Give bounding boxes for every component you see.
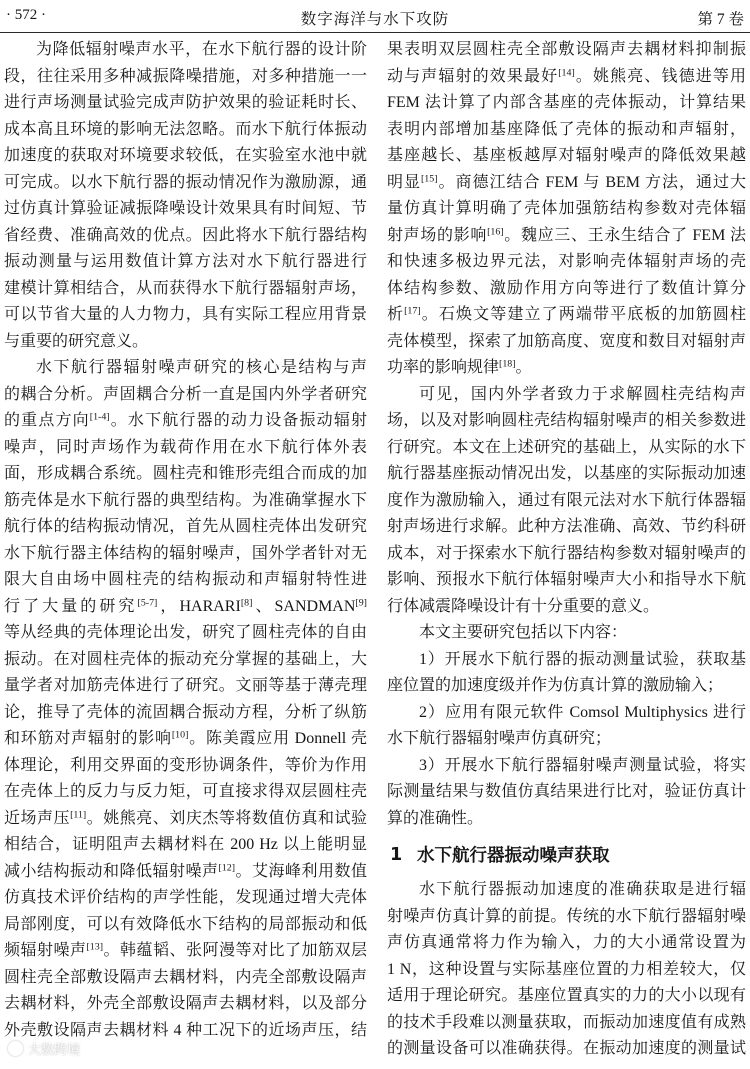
text-line <box>387 302 746 329</box>
text-line: 限大自由场中圆柱壳的结构振动和声辐射特性进 <box>4 571 367 588</box>
citation-superscript: [9] <box>355 597 367 609</box>
text-run: 析 <box>387 306 405 323</box>
text-run: 射声场的影响 <box>387 226 488 244</box>
text-line: 在壳体上的反力与反力矩，可直接求得双层圆柱壳 <box>4 783 367 800</box>
journal-title: 数字海洋与水下攻防 <box>300 11 450 28</box>
text-line: 的测量设备可以准确获得。在振动加速度的测量试 <box>387 1040 746 1057</box>
text-line: 3）开展水下航行器辐射噪声测量试验，将实 <box>419 756 746 774</box>
text-line: 可见，国内外学者致力于求解圆柱壳结构声 <box>419 385 746 403</box>
citation-superscript: [14] <box>558 67 575 79</box>
text-run: 近场声压 <box>4 809 71 827</box>
text-line: 航行器基座振动情况出发，以基座的实际振动加速 <box>387 465 746 482</box>
text-line: 和快速多极边界元法，对影响壳体辐射声场的壳 <box>387 253 746 270</box>
citation-superscript: [17] <box>404 305 421 317</box>
text-run: 。商德江结合 FEM 与 BEM 方法，通过大 <box>437 173 746 191</box>
section-title: 水下航行器振动噪声获取 <box>417 846 610 866</box>
text-line: 振动测量与运用数值计算方法对水下航行器进行 <box>4 253 367 270</box>
text-line: 可以节省大量的人力物力，具有实际工程应用背景 <box>4 306 367 323</box>
text-line: 省经费、准确高效的优点。因此将水下航行器结构 <box>4 226 367 244</box>
text-line: 筋壳体是水下航行器的典型结构。为准确掌握水下 <box>4 491 367 509</box>
citation-superscript: [12] <box>218 862 235 874</box>
text-line: 行研究。本文在上述研究的基础上，从实际的水下 <box>387 438 746 456</box>
paragraph <box>387 620 746 647</box>
text-line <box>387 170 746 197</box>
text-line <box>4 859 367 886</box>
paragraph <box>387 700 746 753</box>
text-line <box>4 408 367 435</box>
paragraph <box>387 753 746 833</box>
text-line: 圆柱壳全部敷设隔声去耦材料，内壳全部敷设隔声 <box>4 968 367 986</box>
text-line: 与重要的研究意义。 <box>4 332 149 350</box>
text-run: 。魏应三、王永生结合了 FEM 法 <box>503 226 746 244</box>
text-line: 加速度的获取对环境要求较低，在实验室水池中就 <box>4 147 367 164</box>
text-run: 、SANDMAN <box>252 597 356 615</box>
watermark-logo-icon <box>8 1041 23 1056</box>
text-line: 航行体的结构振动情况，首先从圆柱壳体出发研究 <box>4 518 367 535</box>
text-line: 的技术手段难以测量获取，而振动加速度值有成熟 <box>387 1013 746 1031</box>
text-run: 。石焕文等建立了两端带平底板的加筋圆柱 <box>420 306 746 323</box>
watermark-text: 大数跨境 <box>28 1042 81 1058</box>
text-line: 成本，对于探索水下航行器结构参数对辐射噪声的 <box>387 544 746 562</box>
text-run: 动与声辐射的效果最好 <box>387 67 559 85</box>
text-line: 际测量结果与数值仿真结果进行比对，验证仿真计 <box>387 783 746 800</box>
text-line <box>387 355 746 382</box>
text-line: 量仿真计算明确了壳体加强筋结构参数对壳体辐 <box>387 200 746 217</box>
text-line: FEM 法计算了内部含基座的壳体振动，计算结果 <box>387 94 746 111</box>
text-line: 量学者对加筋壳体进行了研究。文丽等基于薄壳理 <box>4 677 367 694</box>
text-line <box>4 938 367 965</box>
text-line: 1）开展水下航行器的振动测量试验，获取基 <box>419 650 746 668</box>
text-line: 进行声场测量试验完成声防护效果的验证耗时长、 <box>4 94 367 111</box>
running-header <box>0 0 750 33</box>
paragraph <box>387 647 746 700</box>
right-text-column <box>387 37 746 1063</box>
text-line: 果表明双层圆柱壳全部敷设隔声去耦材料抑制振 <box>387 41 746 58</box>
text-line: 为降低辐射噪声水平，在水下航行器的设计阶 <box>36 41 367 58</box>
text-line <box>4 806 367 833</box>
text-run: ，HARARI <box>157 597 241 615</box>
text-line <box>387 64 746 91</box>
text-run: 明显 <box>387 173 421 191</box>
citation-superscript: [5-7] <box>137 597 158 609</box>
text-line: 影响、预报水下航行体辐射噪声大小和指导水下航 <box>387 571 746 588</box>
text-line: 度作为激励输入，通过有限元法对水下航行体器辐 <box>387 491 746 509</box>
text-line: 算的准确性。 <box>387 809 484 827</box>
text-line: 2）应用有限元软件 Comsol Multiphysics 进行 <box>419 703 746 721</box>
text-line: 的耦合分析。声固耦合分析一直是国内外学者研究 <box>4 385 367 403</box>
text-line: 建模计算相结合，从而获得水下航行器辐射声场， <box>4 279 367 297</box>
text-run: 频辐射噪声 <box>4 942 87 959</box>
text-line: 声仿真通常将力作为输入，力的大小通常设置为 <box>387 934 746 951</box>
text-run: 。水下航行器的动力设备振动辐射 <box>109 412 367 429</box>
section-heading <box>387 832 746 877</box>
citation-superscript: [11] <box>70 809 87 821</box>
citation-superscript: [15] <box>421 173 438 185</box>
text-line: 过仿真计算验证减振降噪设计效果具有时间短、节 <box>4 200 367 217</box>
text-line: 基座越长、基座板越厚对辐射噪声的降低效果越 <box>387 147 746 164</box>
left-text-column <box>4 37 367 1044</box>
volume-label: 第 7 卷 <box>697 11 744 28</box>
text-line: 水下航行器辐射噪声研究的核心是结构与声 <box>36 359 367 376</box>
paragraph <box>4 355 367 1044</box>
text-line: 振动。在对圆柱壳体的振动充分掌握的基础上，大 <box>4 650 367 668</box>
text-line: 等从经典的壳体理论出发，研究了圆柱壳体的自由 <box>4 624 367 641</box>
text-line: 壳体模型，探索了加筋高度、宽度和数目对辐射声 <box>387 332 746 350</box>
citation-superscript: [18] <box>499 358 516 370</box>
text-line: 水下航行器辐射噪声仿真研究； <box>387 730 612 747</box>
text-line: 论，推导了壳体的流固耦合振动方程，分析了纵筋 <box>4 703 367 721</box>
paragraph <box>387 382 746 621</box>
text-line: 表明内部增加基座降低了壳体的振动和声辐射， <box>387 120 746 138</box>
page-number: · 572 · <box>6 7 46 23</box>
text-line: 相结合，证明阻声去耦材料在 200 Hz 以上能明显 <box>4 836 367 853</box>
text-run: 。韩蕴韬、张阿漫等对比了加筋双层 <box>103 942 367 959</box>
text-run: 。艾海峰利用数值 <box>235 862 367 880</box>
text-line: 去耦材料，外壳全部敷设隔声去耦材料，以及部分 <box>4 995 367 1012</box>
text-run: 行了大量的研究 <box>4 597 138 615</box>
text-line: 座位置的加速度级并作为仿真计算的激励输入； <box>387 677 724 694</box>
text-line: 射噪声仿真计算的前提。传统的水下航行器辐射噪 <box>387 907 746 925</box>
paragraph <box>4 37 367 355</box>
text-line <box>4 726 367 753</box>
text-line: 仿真技术评价结构的声学性能，发现通过增大壳体 <box>4 889 367 906</box>
citation-superscript: [16] <box>487 226 504 238</box>
text-line: 面，形成耦合系统。圆柱壳和锥形壳组合而成的加 <box>4 465 367 482</box>
text-run: 。 <box>515 359 532 376</box>
text-line <box>387 223 746 250</box>
text-line: 外壳敷设隔声去耦材料 4 种工况下的近场声压，结 <box>4 1021 367 1039</box>
text-line: 可完成。以水下航行器的振动情况作为激励源，通 <box>4 173 367 191</box>
paragraph <box>387 37 746 382</box>
text-run: 。姚熊亮、钱德进等用 <box>574 67 746 85</box>
citation-superscript: [8] <box>240 597 253 609</box>
text-line: 体理论，利用交界面的变形协调条件，等价为作用 <box>4 756 367 774</box>
text-line: 水下航行器主体结构的辐射噪声，国外学者针对无 <box>4 544 367 562</box>
text-line: 局部刚度，可以有效降低水下结构的局部振动和低 <box>4 915 367 933</box>
text-line: 段，往往采用多种减振降噪措施，对多种措施一一 <box>4 67 367 85</box>
text-line: 本文主要研究包括以下内容： <box>419 624 628 641</box>
text-line: 1 N，这种设置与实际基座位置的力相差较大，仅 <box>387 960 746 978</box>
citation-superscript: [1-4] <box>89 411 110 423</box>
section-number: 1 <box>390 844 403 865</box>
text-run: 和环筋对声辐射的影响 <box>4 730 172 747</box>
text-line: 噪声，同时声场作为载荷作用在水下航行体外表 <box>4 438 367 456</box>
text-line: 射声场进行求解。此种方法准确、高效、节约科研 <box>387 518 746 535</box>
text-line: 水下航行器振动加速度的准确获取是进行辐 <box>419 881 746 898</box>
text-line: 成本高且环境的影响无法忽略。而水下航行体振动 <box>4 120 367 138</box>
text-line <box>4 594 367 621</box>
watermark <box>8 1038 80 1058</box>
citation-superscript: [10] <box>171 729 189 741</box>
text-line: 行体减震降噪设计有十分重要的意义。 <box>387 597 660 615</box>
text-run: 减小结构振动和降低辐射噪声 <box>4 862 219 880</box>
text-run: 。姚熊亮、刘庆杰等将数值仿真和试验 <box>86 809 367 827</box>
citation-superscript: [13] <box>86 941 104 953</box>
text-line: 体结构参数、激励作用方向等进行了数值计算分 <box>387 279 746 297</box>
text-run: 的重点方向 <box>4 412 90 429</box>
text-run: 。陈美霞应用 Donnell 壳 <box>188 730 367 747</box>
text-run: 功率的影响规律 <box>387 359 500 376</box>
text-line: 适用于理论研究。基座位置真实的力的大小以现有 <box>387 987 746 1004</box>
text-line: 场，以及对影响圆柱壳结构辐射噪声的相关参数进 <box>387 412 746 429</box>
paragraph <box>387 877 746 1063</box>
